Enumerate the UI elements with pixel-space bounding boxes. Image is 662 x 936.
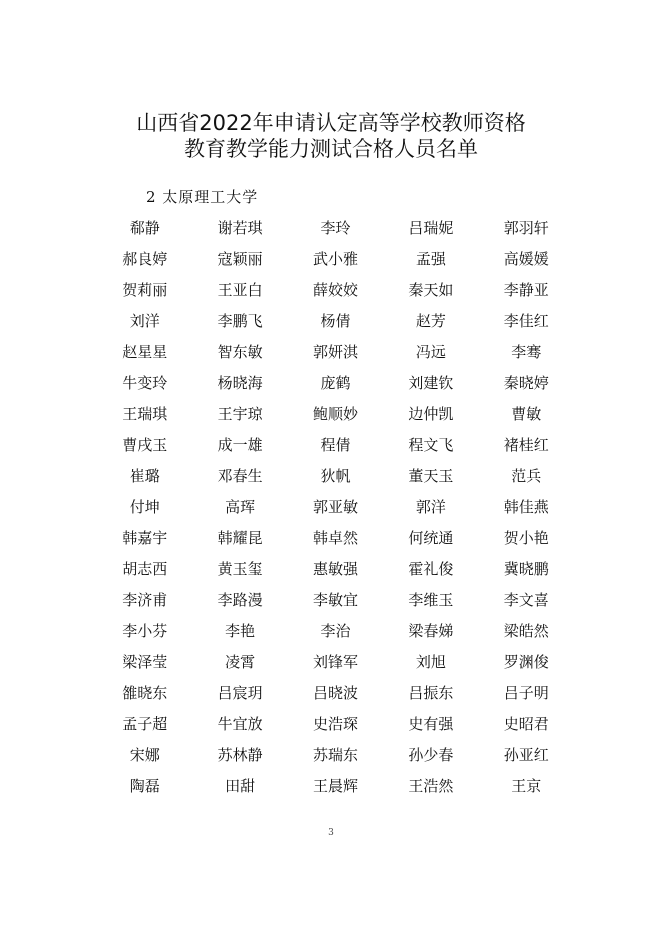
name-cell: 王晨辉 bbox=[312, 777, 358, 795]
name-cell: 赵星星 bbox=[122, 343, 168, 361]
name-cell: 黄玉玺 bbox=[217, 560, 263, 578]
name-cell: 刘洋 bbox=[129, 312, 160, 330]
name-cell: 郭妍淇 bbox=[312, 343, 358, 361]
name-cell: 吕子明 bbox=[503, 684, 549, 702]
name-cell: 梁泽莹 bbox=[122, 653, 168, 671]
name-cell: 王亚白 bbox=[217, 281, 263, 299]
name-cell: 韩嘉宇 bbox=[122, 529, 168, 547]
name-cell: 郭亚敏 bbox=[312, 498, 358, 516]
name-cell: 李佳红 bbox=[503, 312, 549, 330]
name-cell: 孟强 bbox=[415, 250, 446, 268]
name-cell: 李文喜 bbox=[503, 591, 549, 609]
name-cell: 李艳 bbox=[225, 622, 256, 640]
name-cell: 郭羽轩 bbox=[503, 219, 549, 237]
name-cell: 曹戌玉 bbox=[122, 436, 168, 454]
name-cell: 郝良婷 bbox=[122, 250, 168, 268]
name-cell: 赵芳 bbox=[415, 312, 446, 330]
name-cell: 罗渊俊 bbox=[503, 653, 549, 671]
name-cell: 雒晓东 bbox=[122, 684, 168, 702]
name-cell: 孟子超 bbox=[122, 715, 168, 733]
name-cell: 刘建钦 bbox=[408, 374, 454, 392]
name-cell: 李路漫 bbox=[217, 591, 263, 609]
name-cell: 霍礼俊 bbox=[408, 560, 454, 578]
name-cell: 曹敏 bbox=[511, 405, 542, 423]
name-cell: 吕宸玥 bbox=[217, 684, 263, 702]
name-cell: 胡志西 bbox=[122, 560, 168, 578]
name-cell: 崔璐 bbox=[129, 467, 160, 485]
name-cell: 程倩 bbox=[320, 436, 351, 454]
name-cell: 韩耀昆 bbox=[217, 529, 263, 547]
name-cell: 梁春娣 bbox=[408, 622, 454, 640]
name-cell: 贺莉丽 bbox=[122, 281, 168, 299]
name-cell: 史浩琛 bbox=[312, 715, 358, 733]
name-cell: 杨晓海 bbox=[217, 374, 263, 392]
name-cell: 李骞 bbox=[511, 343, 542, 361]
name-cell: 苏林静 bbox=[217, 746, 263, 764]
name-cell: 智东敏 bbox=[217, 343, 263, 361]
name-cell: 董天玉 bbox=[408, 467, 454, 485]
name-cell: 成一雄 bbox=[217, 436, 263, 454]
name-cell: 边仲凯 bbox=[408, 405, 454, 423]
name-cell: 程文飞 bbox=[408, 436, 454, 454]
name-cell: 惠敏强 bbox=[312, 560, 358, 578]
name-cell: 李济甫 bbox=[122, 591, 168, 609]
name-cell: 鲍顺妙 bbox=[312, 405, 358, 423]
name-cell: 李治 bbox=[320, 622, 351, 640]
name-cell: 冯远 bbox=[415, 343, 446, 361]
name-cell: 王浩然 bbox=[408, 777, 454, 795]
name-cell: 狄帆 bbox=[320, 467, 351, 485]
name-cell: 吕瑞妮 bbox=[408, 219, 454, 237]
name-cell: 孙少春 bbox=[408, 746, 454, 764]
name-cell: 秦天如 bbox=[408, 281, 454, 299]
document-title-line-2: 教育教学能力测试合格人员名单 bbox=[184, 137, 478, 161]
name-cell: 武小雅 bbox=[312, 250, 358, 268]
name-cell: 高媛媛 bbox=[503, 250, 549, 268]
name-cell: 吕振东 bbox=[408, 684, 454, 702]
name-cell: 田甜 bbox=[225, 777, 256, 795]
name-cell: 史有强 bbox=[408, 715, 454, 733]
name-cell: 贺小艳 bbox=[503, 529, 549, 547]
name-cell: 吕晓波 bbox=[312, 684, 358, 702]
name-cell: 王瑞琪 bbox=[122, 405, 168, 423]
name-cell: 王京 bbox=[511, 777, 542, 795]
document-title-line-1: 山西省2022年申请认定高等学校教师资格 bbox=[136, 111, 526, 135]
name-list bbox=[97, 213, 574, 802]
name-cell: 李敏宜 bbox=[312, 591, 358, 609]
name-cell: 高珲 bbox=[225, 498, 256, 516]
name-cell: 杨倩 bbox=[320, 312, 351, 330]
name-cell: 李静亚 bbox=[503, 281, 549, 299]
name-cell: 凌霄 bbox=[225, 653, 256, 671]
name-cell: 刘旭 bbox=[415, 653, 446, 671]
name-cell: 庞鹤 bbox=[320, 374, 351, 392]
name-cell: 秦晓婷 bbox=[503, 374, 549, 392]
name-cell: 刘锋军 bbox=[312, 653, 358, 671]
name-cell: 宋娜 bbox=[129, 746, 160, 764]
name-cell: 王宇琼 bbox=[217, 405, 263, 423]
name-cell: 何统通 bbox=[408, 529, 454, 547]
name-cell: 陶磊 bbox=[129, 777, 160, 795]
name-cell: 韩佳燕 bbox=[503, 498, 549, 516]
name-cell: 邓春生 bbox=[217, 467, 263, 485]
name-cell: 李鹏飞 bbox=[217, 312, 263, 330]
name-cell: 李玲 bbox=[320, 219, 351, 237]
name-cell: 寇颖丽 bbox=[217, 250, 263, 268]
name-cell: 李小芬 bbox=[122, 622, 168, 640]
name-cell: 谢若琪 bbox=[217, 219, 263, 237]
name-cell: 范兵 bbox=[511, 467, 542, 485]
name-cell: 薛姣姣 bbox=[312, 281, 358, 299]
name-cell: 牛变玲 bbox=[122, 374, 168, 392]
name-cell: 褚桂红 bbox=[503, 436, 549, 454]
name-cell: 苏瑞东 bbox=[312, 746, 358, 764]
page-number: 3 bbox=[328, 828, 334, 838]
name-cell: 郭洋 bbox=[415, 498, 446, 516]
name-cell: 李维玉 bbox=[408, 591, 454, 609]
name-cell: 史昭君 bbox=[503, 715, 549, 733]
name-cell: 郗静 bbox=[129, 219, 160, 237]
name-cell: 孙亚红 bbox=[503, 746, 549, 764]
name-cell: 冀晓鹏 bbox=[503, 560, 549, 578]
name-cell: 牛宜放 bbox=[217, 715, 263, 733]
name-cell: 韩卓然 bbox=[312, 529, 358, 547]
name-cell: 付坤 bbox=[129, 498, 160, 516]
section-heading: 2 太原理工大学 bbox=[146, 188, 259, 206]
name-cell: 梁皓然 bbox=[503, 622, 549, 640]
